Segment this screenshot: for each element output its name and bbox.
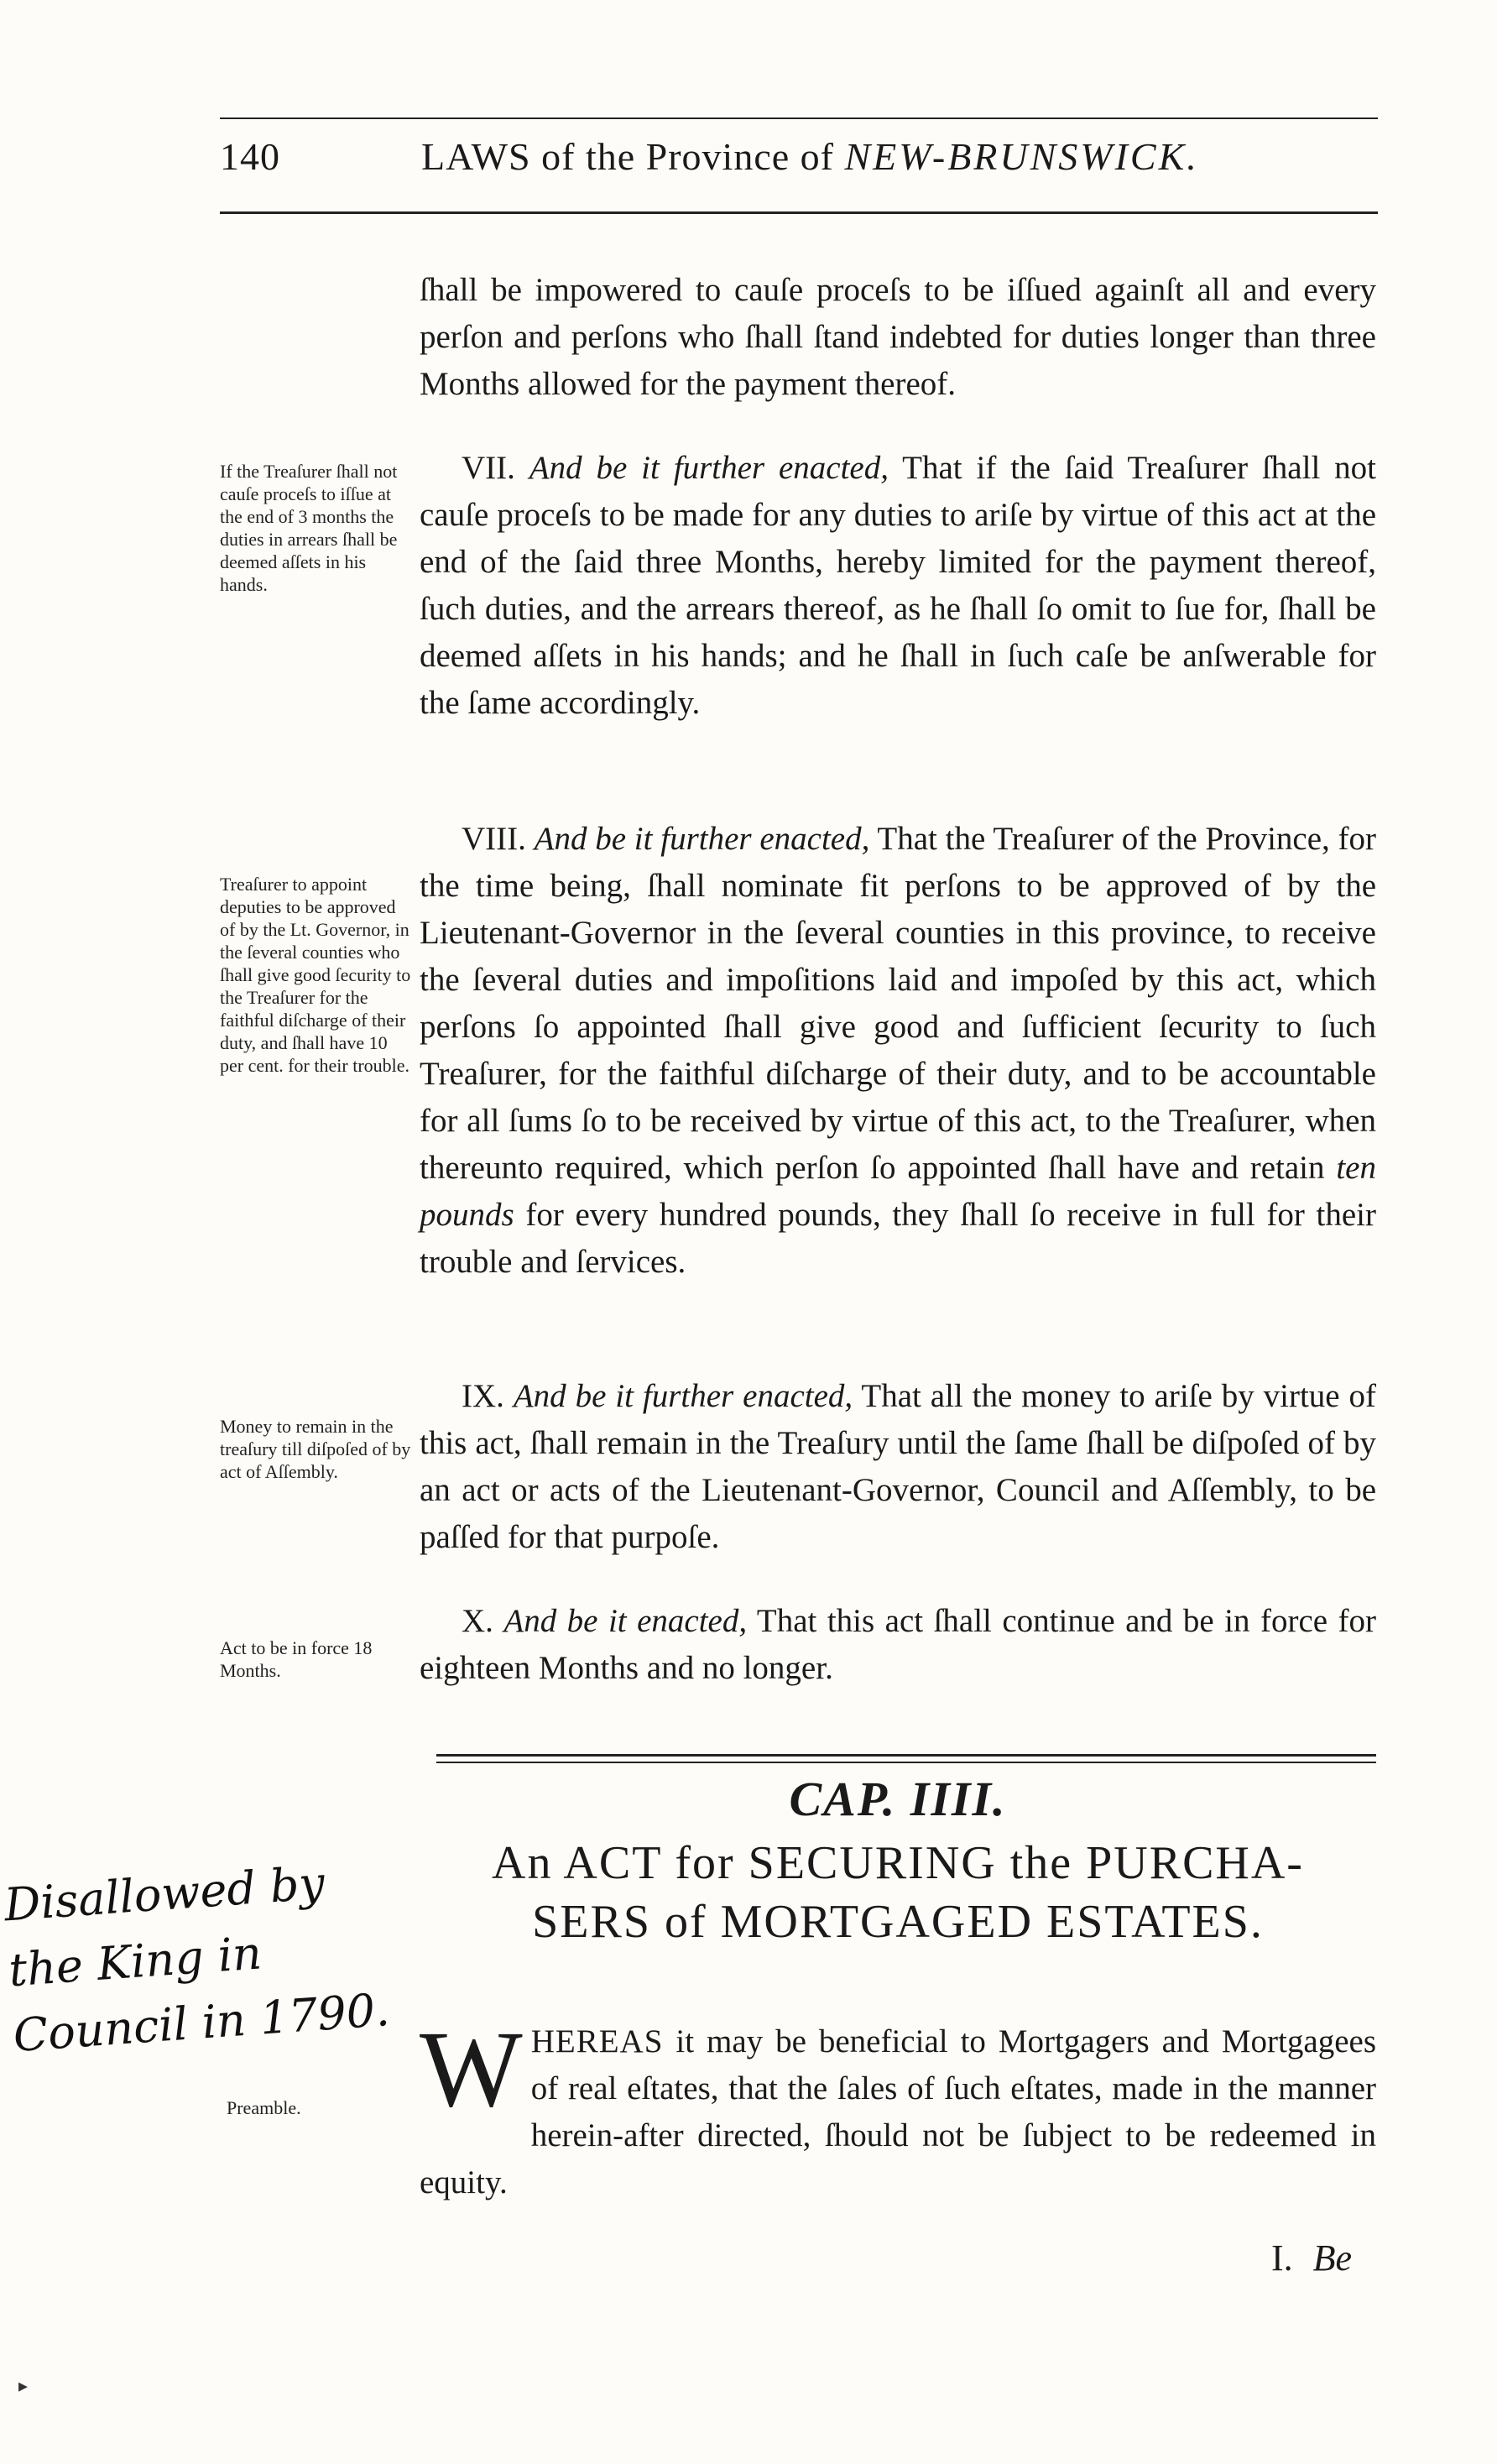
act-title [420, 1834, 1376, 1951]
section-10-text: That this act ſhall continue and be in force for eighteen Months and no longer. [420, 1603, 1377, 1686]
margin-note-section-9: Money to remain in the treaſury till diſpoſed of by act of Aſſembly. [220, 1416, 411, 1482]
catchword-word: Be [1312, 2237, 1353, 2279]
section-9-paragraph [420, 1373, 1376, 1561]
section-9 [420, 1373, 1376, 1561]
continuation-paragraph [420, 267, 1376, 408]
scan-mark: ▸ [18, 2375, 29, 2396]
header-rule [220, 211, 1378, 214]
preamble [420, 2009, 1376, 2206]
handwritten-line-2: the King in [7, 1926, 263, 1997]
chapter-rule-lower [436, 1762, 1376, 1763]
section-9-number: IX. [462, 1378, 504, 1414]
province-name: NEW-BRUNSWICK. [844, 135, 1199, 178]
section-8 [420, 816, 1376, 1286]
section-8-text-after: for every hundred pounds, they ſhall ſo receive in full for their trouble and ſervices. [420, 1197, 1376, 1280]
chapter-number: CAP. IIII. [789, 1772, 1007, 1826]
section-8-amount: ten pounds [420, 1150, 1376, 1233]
catchword [1271, 2237, 1352, 2279]
running-title [421, 134, 1199, 179]
continuation-text: ſhall be impowered to cauſe proceſs to be iſſued againſt all and every perſon and perſons who ſhall ſtand indebted for duties longer than three Months allowed for the payment thereof. [420, 272, 1376, 402]
section-10-number: X. [462, 1603, 493, 1639]
section-8-number: VIII. [462, 821, 526, 857]
preamble-text: it may be beneficial to Mortgagers and Mortgagees of real eſtates, that the ſales of ſuch eſtates, made in the manner herein-after directed, ſhould not be ſubject to be redeemed in equity. [420, 2023, 1376, 2200]
section-8-enacting-clause: And be it further enacted, [534, 821, 870, 857]
section-9-text: That all the money to ariſe by virtue of this act, ſhall remain in the Treaſury until the ſame ſhall be diſpoſed of by an act or acts of the Lieutenant-Governor, Council and Aſſembly, to be paſſed for that purpoſe. [420, 1378, 1377, 1555]
margin-note-section-7: If the Treaſurer ſhall not cauſe proceſs to iſſue at the end of 3 months the duties in arrears ſhall be deemed aſſets in his hands. [220, 461, 398, 595]
margin-note-section-8: Treaſurer to appoint deputies to be approved of by the Lt. Governor, in the ſeveral counties who ſhall give good ſecurity to the Treaſurer for the faithful diſcharge of their duty, and ſhall have 10 per cent. for their trouble. [220, 874, 411, 1076]
section-9-enacting-clause: And be it further enacted, [513, 1378, 853, 1414]
drop-cap: W [420, 2009, 523, 2130]
act-title-line-2: SERS of MORTGAGED ESTATES. [532, 1896, 1264, 1948]
preamble-first-word: HEREAS [530, 2023, 664, 2059]
top-rule [220, 117, 1378, 119]
margin-note-section-10: Act to be in force 18 Months. [220, 1637, 373, 1681]
page-number: 140 [220, 135, 280, 178]
chapter-rule-upper [436, 1754, 1376, 1757]
section-7-paragraph [420, 445, 1376, 727]
handwritten-line-3: Council in 1790. [11, 1982, 392, 2063]
section-7-text: That if the ſaid Treaſurer ſhall not cauſe proceſs to be made for any duties to ariſe by virtue of this act at the end of the ſaid three Months, hereby limited for the payment thereof, ſuch duties, and the arrears thereof, as he ſhall ſo omit to ſue for, ſhall be deemed aſſets in his hands; and he ſhall in ſuch caſe be anſwerable for the ſame accordingly. [420, 450, 1377, 721]
margin-note-preamble: Preamble. [227, 2097, 301, 2118]
section-10 [420, 1598, 1376, 1692]
section-7-number: VII. [462, 450, 515, 486]
section-10-paragraph [420, 1598, 1376, 1692]
act-title-line-1: An ACT for SECURING the PURCHA- [492, 1837, 1304, 1889]
handwritten-line-1: Disallowed by [2, 1856, 326, 1932]
section-7-enacting-clause: And be it further enacted, [529, 450, 889, 486]
handwritten-annotation [2, 1845, 409, 2069]
running-title-prefix: LAWS of the Province of [421, 135, 845, 178]
catchword-section: I. [1271, 2237, 1293, 2279]
section-8-paragraph [420, 816, 1376, 1286]
section-7 [420, 445, 1376, 727]
section-10-enacting-clause: And be it enacted, [503, 1603, 748, 1639]
section-8-text-before: That the Treaſurer of the Province, for the time being, ſhall nominate fit perſons to be approved of by the Lieutenant-Governor in the ſeveral counties in this province, to receive the ſeveral duties and impoſitions laid and impoſed by this act, which perſons ſo appointed ſhall give good and ſufficient ſecurity to ſuch Treaſurer, for the faithful diſcharge of their duty, and to be accountable for all ſums ſo to be received by virtue of this act, to the Treaſurer, when thereunto required, which perſon ſo appointed ſhall have and retain [420, 821, 1377, 1186]
